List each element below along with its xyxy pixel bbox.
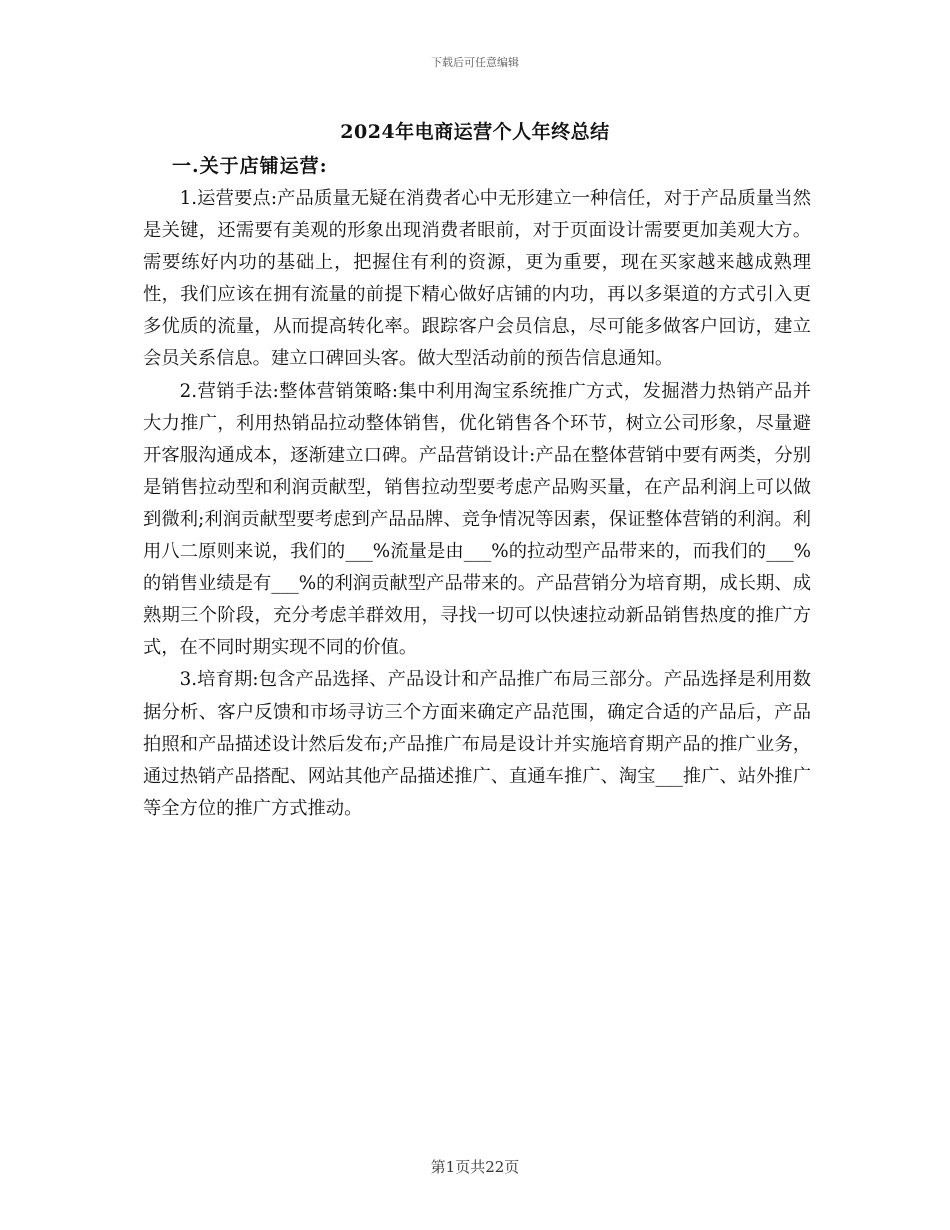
paragraph-marketing-methods: 2.营销手法:整体营销策略:集中利用淘宝系统推广方式，发掘潜力热销产品并大力推广，利用热销品拉动整体销售，优化销售各个环节，树立公司形象，尽量避开客服沟通成本，逐渐建立口碑。产品营销设计:产品在整体营销中要有两类，分别是销售拉动型和利润贡献型，销售拉动型要考虑产品购买量，在产品利润上可以做到微利;利润贡献型要考虑到产品品牌、竞争情况等因素，保证整体营销的利润。利用八二原则来说，我们的___%流量是由___%的拉动型产品带来的，而我们的___%的销售业绩是有___%的利润贡献型产品带来的。产品营销分为培育期，成长期、成熟期三个阶段，充分考虑羊群效用，寻找一切可以快速拉动新品销售热度的推广方式，在不同时期实现不同的价值。: [143, 380, 811, 659]
paragraph-operation-points: 1.运营要点:产品质量无疑在消费者心中无形建立一种信任，对于产品质量当然是关键，还需要有美观的形象出现消费者眼前，对于页面设计需要更加美观大方。需要练好内功的基础上，把握住有利的资源，更为重要，现在买家越来越成熟理性，我们应该在拥有流量的前提下精心做好店铺的内功，再以多渠道的方式引入更多优质的流量，从而提高转化率。跟踪客户会员信息，尽可能多做客户回访，建立会员关系信息。建立口碑回头客。做大型活动前的预告信息通知。: [143, 188, 811, 370]
paragraph-incubation-period: 3.培育期:包含产品选择、产品设计和产品推广布局三部分。产品选择是利用数据分析、客户反馈和市场寻访三个方面来确定产品范围，确定合适的产品后，产品拍照和产品描述设计然后发布;产品推广布局是设计并实施培育期产品的推广业务，通过热销产品搭配、网站其他产品描述推广、直通车推广、淘宝___推广、站外推广等全方位的推广方式推动。: [143, 669, 811, 819]
document-body: [143, 183, 811, 825]
section-heading: 一.关于店铺运营:: [172, 155, 328, 177]
document-title: 2024年电商运营个人年终总结: [340, 121, 610, 143]
header-note: 下载后可任意编辑: [431, 56, 519, 69]
page-number-footer: 第1页共22页: [430, 1158, 520, 1176]
